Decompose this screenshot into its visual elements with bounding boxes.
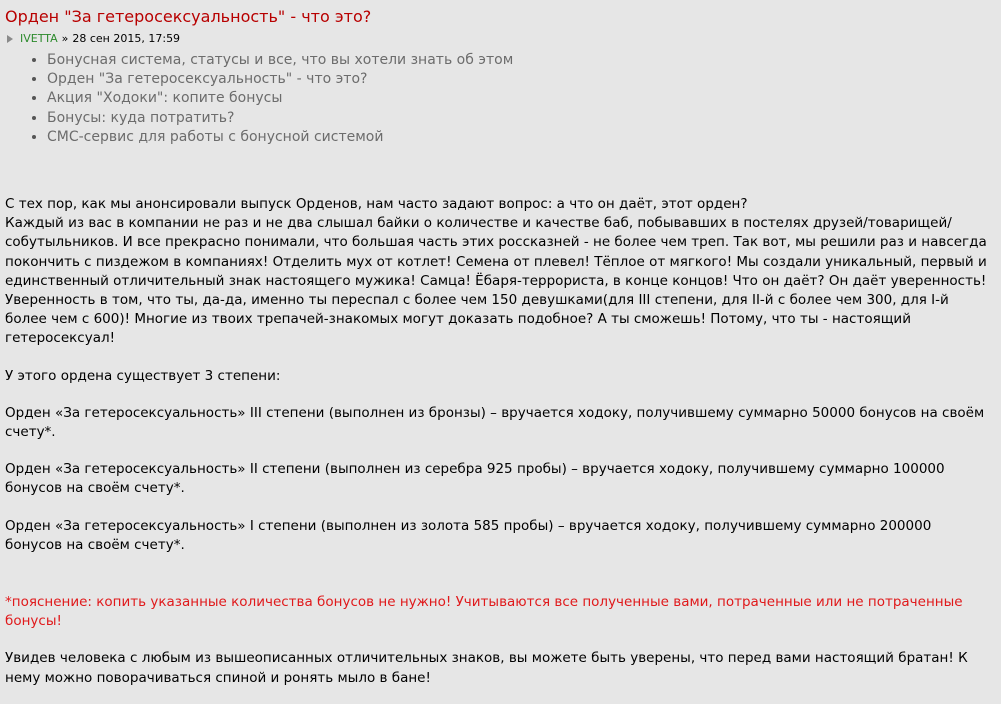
post-arrow-icon[interactable] bbox=[7, 35, 13, 43]
post-title[interactable]: Орден "За гетеросексуальность" - что это? bbox=[5, 7, 372, 26]
degree-3-paragraph: Орден «За гетеросексуальность» III степени (выполнен из бронзы) – вручается ходоку, получившему суммарно 50000 бонусов на своём счету*. bbox=[5, 404, 985, 441]
intro-paragraph: С тех пор, как мы анонсировали выпуск Орденов, нам часто задают вопрос: а что он даёт, этот орден? Каждый из вас в компании не раз и не два слышал байки о количестве и качестве баб, побывавших в постелях друзей/товарищей/собутыльников. И все прекрасно понимали, что большая часть этих россказней - не более чем треп. Так вот, мы решили раз и навсегда покончить с пиздежом в компаниях! Отделить мух от котлет! Семена от плевел! Тёплое от мягкого! Мы создали уникальный, первый и единственный отличительный знак настоящего мужика! Самца! Ёбаря-террориста, в конце концов! Что он даёт? Он даёт уверенность! Уверенность в том, что ты, да-да, именно ты переспал с более чем 150 девушками(для III степени, для II-й с более чем 300, для I-й более чем с 600)! Многие из твоих трепачей-знакомых могут доказать подобное? А ты сможешь! Потому, что ты - настоящий гетеросексуал! bbox=[5, 196, 987, 347]
degree-1-paragraph: Орден «За гетеросексуальность» I степени (выполнен из золота 585 пробы) – вручается ходоку, получившему суммарно 200000 бонусов на своём счету*. bbox=[5, 517, 932, 553]
post-meta bbox=[5, 32, 1001, 46]
toc-item[interactable]: • СМС-сервис для работы с бонусной системой bbox=[47, 128, 1001, 147]
post-date: 28 сен 2015, 17:59 bbox=[72, 32, 181, 45]
toc-item[interactable]: • Бонусы: куда потратить? bbox=[47, 109, 1001, 128]
post-author[interactable]: IVETTA bbox=[20, 32, 58, 45]
post-content bbox=[5, 195, 1001, 688]
closing-paragraph: Увидев человека с любым из вышеописанных отличительных знаков, вы можете быть уверены, что перед вами настоящий братан! К нему можно поворачиваться спиной и ронять мыло в бане! bbox=[5, 650, 968, 686]
meta-separator: » bbox=[61, 32, 69, 45]
toc-item[interactable]: • Акция "Ходоки": копите бонусы bbox=[47, 89, 1001, 108]
toc-item[interactable]: • Бонусная система, статусы и все, что вы хотели знать об этом bbox=[47, 51, 1001, 70]
degree-2-paragraph: Орден «За гетеросексуальность» II степени (выполнен из серебра 925 пробы) – вручается ходоку, получившему суммарно 100000 бонусов на своём счету*. bbox=[5, 461, 945, 497]
toc-item[interactable]: • Орден "За гетеросексуальность" - что это? bbox=[47, 70, 1001, 89]
series-toc bbox=[5, 51, 1001, 147]
degrees-intro: У этого ордена существует 3 степени: bbox=[5, 367, 281, 384]
note-paragraph: *пояснение: копить указанные количества бонусов не нужно! Учитываются все полученные вами, потраченные или не потраченные бонусы! bbox=[5, 594, 963, 630]
